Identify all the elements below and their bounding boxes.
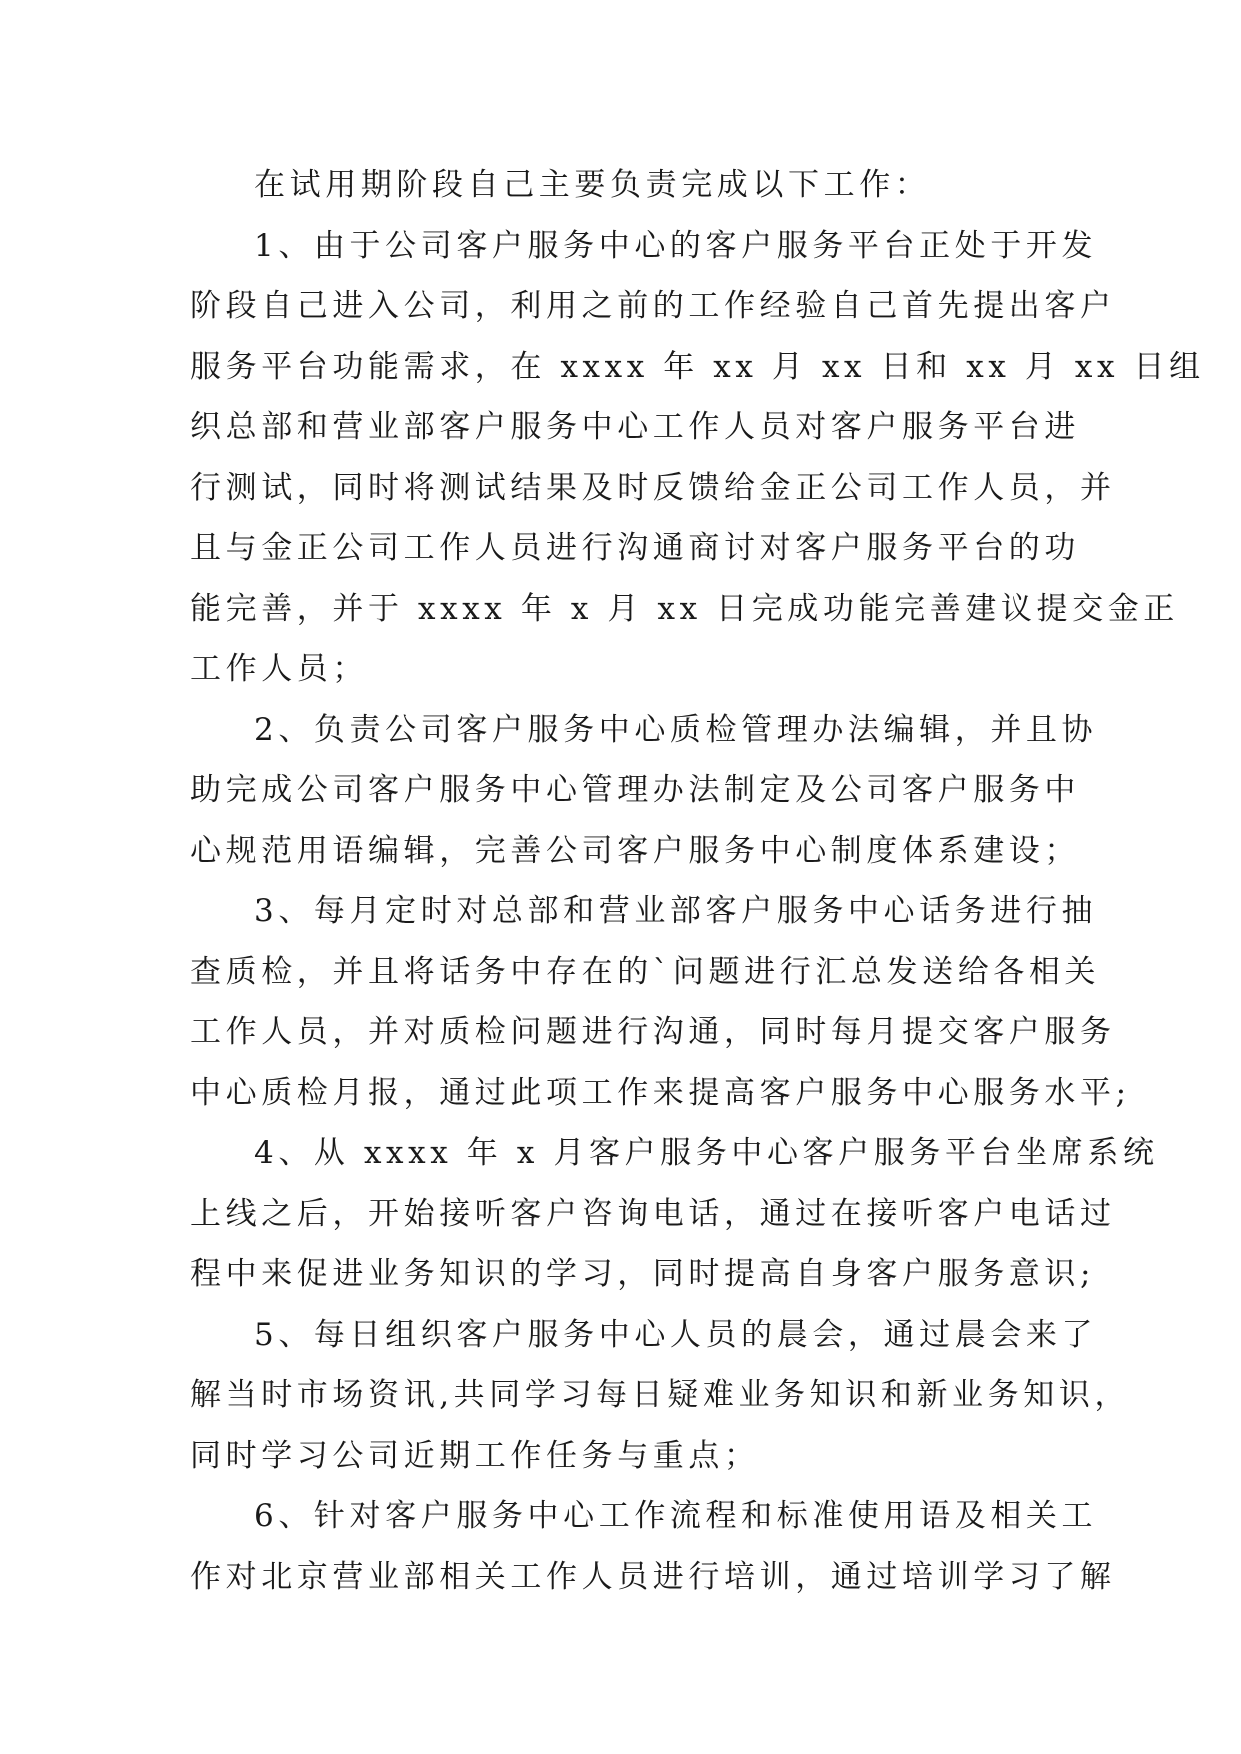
text-line: 6、针对客户服务中心工作流程和标准使用语及相关工 bbox=[254, 1498, 1098, 1534]
text-line: 且与金正公司工作人员进行沟通商讨对客户服务平台的功 bbox=[190, 530, 1080, 566]
text-line: 5、每日组织客户服务中心人员的晨会，通过晨会来了 bbox=[254, 1316, 1098, 1353]
text-line: 1、由于公司客户服务中心的客户服务平台正处于开发 bbox=[254, 227, 1098, 264]
text-line: 在试用期阶段自己主要负责完成以下工作： bbox=[254, 167, 931, 203]
text-line: 助完成公司客户服务中心管理办法制定及公司客户服务中 bbox=[190, 772, 1080, 808]
text-line: 上线之后，开始接听客户咨询电话，通过在接听客户电话过 bbox=[190, 1195, 1116, 1232]
text-line: 心规范用语编辑，完善公司客户服务中心制度体系建设； bbox=[190, 832, 1080, 869]
text-line: 阶段自己进入公司，利用之前的工作经验自己首先提出客户 bbox=[190, 288, 1116, 324]
paragraph-intro bbox=[190, 155, 1052, 216]
paragraph-item-4 bbox=[190, 1123, 1159, 1305]
text-line: 查质检，并且将话务中存在的`问题进行汇总发送给各相关 bbox=[190, 953, 1101, 990]
text-line: 作对北京营业部相关工作人员进行培训，通过培训学习了解 bbox=[190, 1558, 1116, 1595]
text-line: 2、负责公司客户服务中心质检管理办法编辑，并且协 bbox=[254, 711, 1098, 748]
text-line: 3、每月定时对总部和营业部客户服务中心话务进行抽 bbox=[254, 893, 1098, 929]
paragraph-item-1 bbox=[190, 216, 1205, 700]
text-line: 4、从 xxxx 年 x 月客户服务中心客户服务平台坐席系统 bbox=[254, 1135, 1159, 1171]
paragraph-item-5 bbox=[190, 1305, 1131, 1487]
text-line: 服务平台功能需求，在 xxxx 年 xx 月 xx 日和 xx 月 xx 日组 bbox=[190, 348, 1205, 385]
text-line: 工作人员； bbox=[190, 651, 368, 687]
paragraph-item-3 bbox=[190, 881, 1131, 1123]
text-line: 行测试，同时将测试结果及时反馈给金正公司工作人员，并 bbox=[190, 469, 1116, 506]
paragraph-item-6 bbox=[190, 1486, 1116, 1607]
text-line: 解当时市场资讯,共同学习每日疑难业务知识和新业务知识， bbox=[190, 1377, 1131, 1413]
text-line: 程中来促进业务知识的学习，同时提高自身客户服务意识; bbox=[190, 1256, 1096, 1292]
paragraph-item-2 bbox=[190, 700, 1098, 882]
text-line: 能完善，并于 xxxx 年 x 月 xx 日完成功能完善建议提交金正 bbox=[190, 590, 1179, 627]
text-line: 中心质检月报，通过此项工作来提高客户服务中心服务水平; bbox=[190, 1074, 1131, 1111]
text-line: 织总部和营业部客户服务中心工作人员对客户服务平台进 bbox=[190, 409, 1080, 445]
text-line: 工作人员，并对质检问题进行沟通，同时每月提交客户服务 bbox=[190, 1014, 1116, 1050]
document-body bbox=[190, 155, 1205, 1607]
text-line: 同时学习公司近期工作任务与重点； bbox=[190, 1437, 760, 1474]
